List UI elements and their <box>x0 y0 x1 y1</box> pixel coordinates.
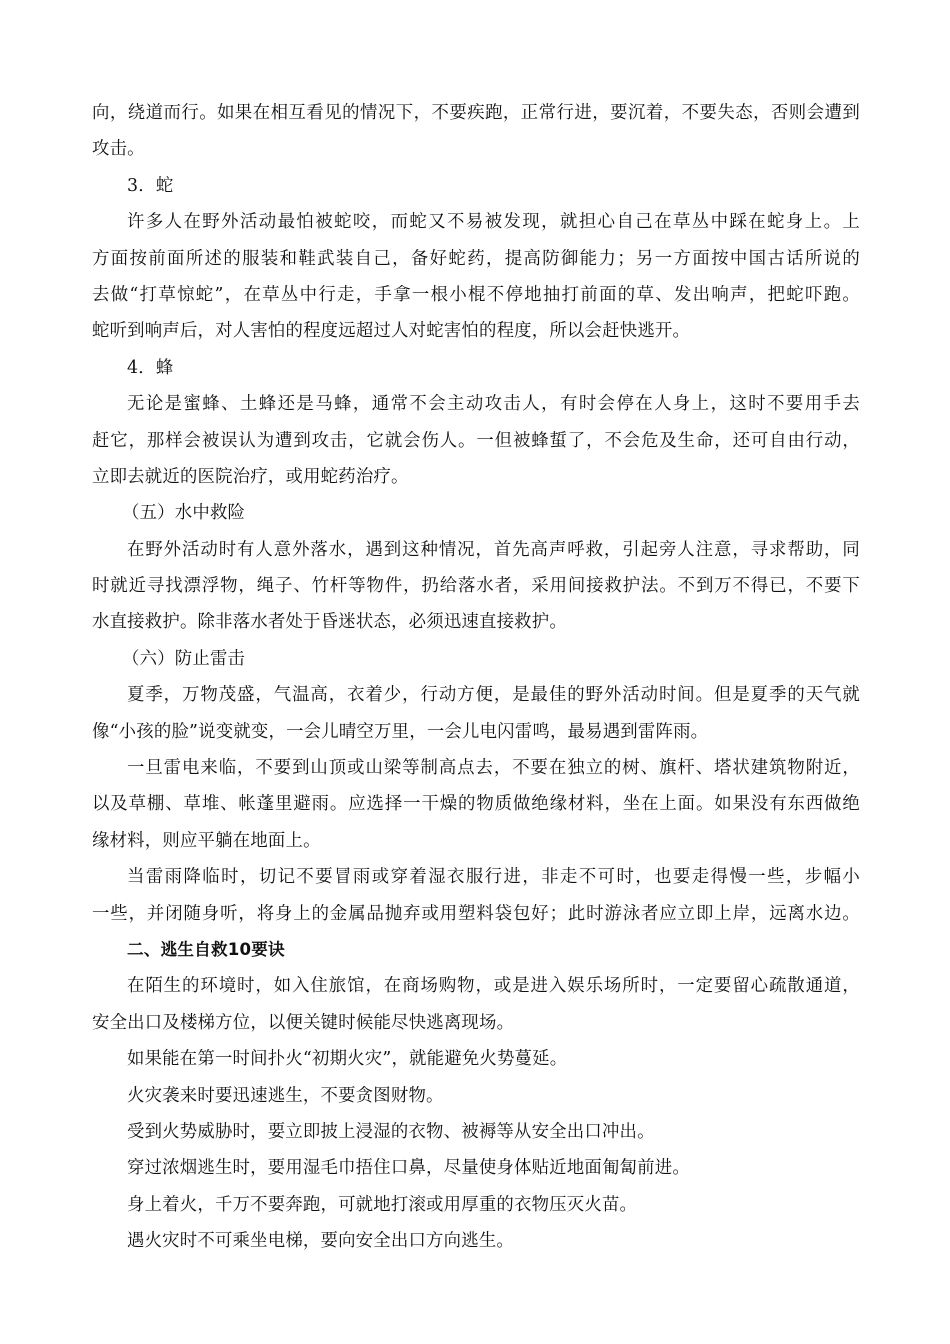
paragraph-line: 赶它，那样会被误认为遭到攻击，它就会伤人。一但被蜂蜇了，不会危及生命，还可自由行动， <box>92 430 860 451</box>
paragraph-line: 攻击。 <box>92 139 145 160</box>
paragraph-line: 以及草棚、草堆、帐蓬里避雨。应选择一干燥的物质做绝缘材料，坐在上面。如果没有东西做绝 <box>92 794 860 815</box>
paragraph-line: 许多人在野外活动最怕被蛇咬，而蛇又不易被发现，就担心自己在草丛中踩在蛇身上。上 <box>127 212 860 233</box>
paragraph-line: 火灾袭来时要迅速逃生，不要贪图财物。 <box>127 1085 444 1106</box>
paragraph-line: 水直接救护。除非落水者处于昏迷状态，必须迅速直接救护。 <box>92 612 567 633</box>
paragraph-line: 一些，并闭随身听，将身上的金属品抛弃或用塑料袋包好；此时游泳者应立即上岸，远离水边。 <box>92 903 860 924</box>
paragraph-line: 去做“打草惊蛇”，在草丛中行走，手拿一根小棍不停地抽打前面的草、发出响声，把蛇吓跑。 <box>92 284 860 305</box>
paragraph-line: 向，绕道而行。如果在相互看见的情况下，不要疾跑，正常行进，要沉着，不要失态，否则会遭到 <box>92 103 860 123</box>
paragraph-line: 穿过浓烟逃生时，要用湿毛巾捂住口鼻，尽量使身体贴近地面匍匐前进。 <box>127 1158 690 1179</box>
paragraph-line: 时就近寻找漂浮物，绳子、竹杆等物件，扔给落水者，采用间接救护法。不到万不得已，不要下 <box>92 576 860 597</box>
section-heading-water-rescue: （五）水中救险 <box>122 503 246 524</box>
section-heading-lightning: （六）防止雷击 <box>122 648 246 669</box>
document-page <box>92 95 860 1260</box>
section-heading-escape-tips: 二、逃生自救10要诀 <box>127 939 285 959</box>
paragraph-line: 遇火灾时不可乘坐电梯，要向安全出口方向逃生。 <box>127 1231 514 1252</box>
paragraph-line: 像“小孩的脸”说变就变，一会儿晴空万里，一会儿电闪雷鸣，最易遇到雷阵雨。 <box>92 721 709 742</box>
paragraph-line: 无论是蜜蜂、土蜂还是马蜂，通常不会主动攻击人，有时会停在人身上，这时不要用手去 <box>127 394 860 415</box>
section-heading-bee: 4．蜂 <box>127 357 174 378</box>
paragraph-line: 蛇听到响声后，对人害怕的程度远超过人对蛇害怕的程度，所以会赶快逃开。 <box>92 321 691 342</box>
section-heading-snake: 3．蛇 <box>127 175 174 196</box>
paragraph-line: 立即去就近的医院治疗，或用蛇药治疗。 <box>92 466 409 487</box>
paragraph-line: 当雷雨降临时，切记不要冒雨或穿着湿衣服行进，非走不可时，也要走得慢一些，步幅小 <box>127 867 860 888</box>
paragraph-line: 一旦雷电来临，不要到山顶或山梁等制高点去，不要在独立的树、旗杆、塔状建筑物附近， <box>127 758 860 779</box>
paragraph-line: 方面按前面所述的服装和鞋武装自己，备好蛇药，提高防御能力；另一方面按中国古话所说的 <box>92 248 860 269</box>
paragraph-line: 安全出口及楼梯方位，以便关键时候能尽快逃离现场。 <box>92 1012 515 1033</box>
paragraph-line: 如果能在第一时间扑火“初期火灾”，就能避免火势蔓延。 <box>127 1049 568 1070</box>
paragraph-line: 缘材料，则应平躺在地面上。 <box>92 830 321 851</box>
paragraph-line: 身上着火，千万不要奔跑，可就地打滚或用厚重的衣物压灭火苗。 <box>127 1194 638 1215</box>
paragraph-line: 夏季，万物茂盛，气温高，衣着少，行动方便，是最佳的野外活动时间。但是夏季的天气就 <box>127 685 860 706</box>
paragraph-line: 在陌生的环境时，如入住旅馆，在商场购物，或是进入娱乐场所时，一定要留心疏散通道， <box>127 976 860 997</box>
paragraph-line: 受到火势威胁时，要立即披上浸湿的衣物、被褥等从安全出口冲出。 <box>127 1121 655 1142</box>
paragraph-line: 在野外活动时有人意外落水，遇到这种情况，首先高声呼救，引起旁人注意，寻求帮助，同 <box>127 539 860 560</box>
